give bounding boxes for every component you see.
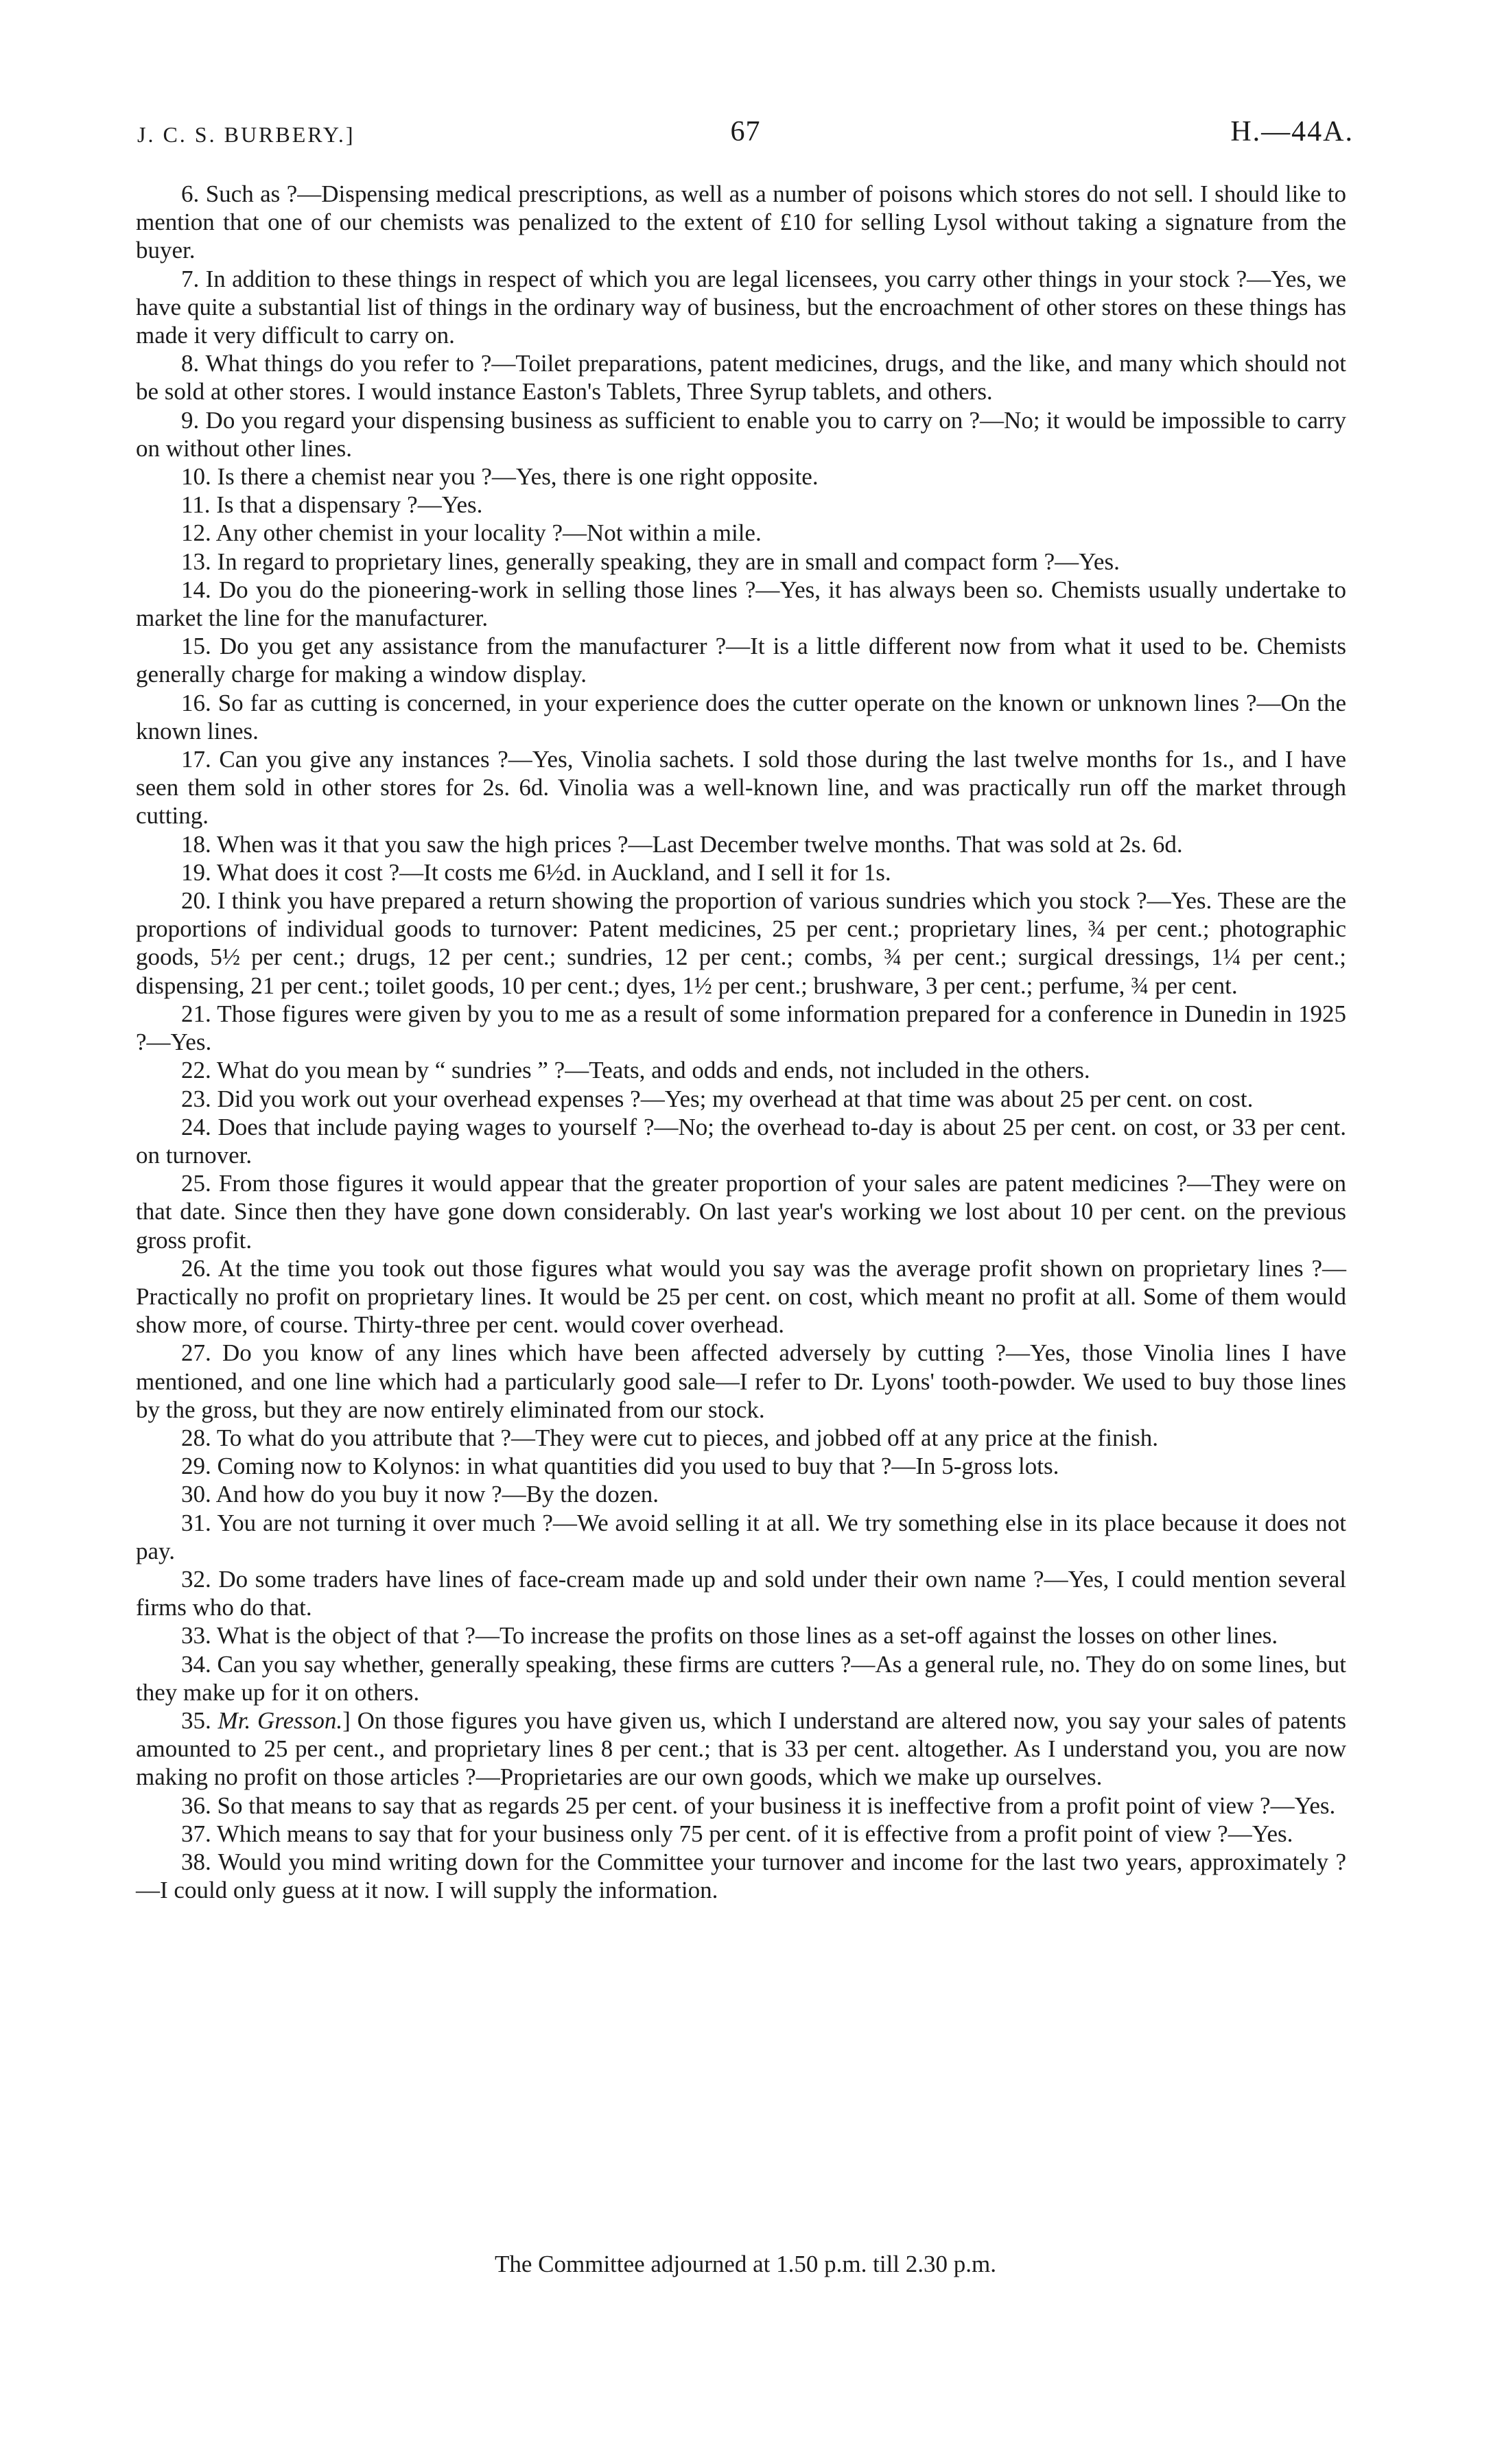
qa-paragraph	[136, 1792, 1346, 1820]
adjournment-note: The Committee adjourned at 1.50 p.m. till 2.30 p.m.	[494, 2251, 996, 2277]
qa-paragraph	[136, 265, 1346, 350]
question-number: 35.	[181, 1706, 211, 1734]
qa-paragraph	[136, 1621, 1346, 1650]
qa-text: When was it that you saw the high prices ?—Last December twelve months. That was sold at 2s. 6d.	[216, 830, 1183, 858]
qa-paragraph	[136, 1650, 1346, 1706]
question-number: 28.	[181, 1424, 211, 1451]
qa-paragraph	[136, 1509, 1346, 1565]
question-number: 27.	[181, 1339, 211, 1367]
qa-text: You are not turning it over much ?—We avoid selling it at all. We try something else in its place because it does not pay.	[136, 1509, 1347, 1564]
qa-text: Do you do the pioneering-work in selling those lines ?—Yes, it has always been so. Chemists usually undertake to market the line for the manufacturer.	[136, 576, 1346, 632]
qa-text: So far as cutting is concerned, in your experience does the cutter operate on the known or unknown lines ?—On the known lines.	[136, 689, 1347, 744]
qa-text: From those figures it would appear that the greater proportion of your sales are patent medicines ?—They were on that date. Since then they have gone down considerably. On last year's working we lost about 10 per cent. on the previous gross profit.	[136, 1170, 1346, 1254]
qa-text: What is the object of that ?—To increase the profits on those lines as a set-off against the losses on other lines.	[216, 1622, 1278, 1650]
qa-text: Do you know of any lines which have been affected adversely by cutting ?—Yes, those Vinolia lines I have mentioned, and one line which had a particularly good sale—I refer to Dr. Lyons' tooth-powder. We used to buy those lines by the gross, but they are now entirely eliminated from our stock.	[136, 1339, 1346, 1423]
question-number: 7.	[181, 265, 200, 292]
qa-text: ] On those figures you have given us, which I understand are altered now, you say your sales of patents amounted to 25 per cent., and proprietary lines 8 per cent.; that is 33 per cent. altogether. As I understand you, you are now making no profit on those articles ?—Proprietaries are our own goods, which we make up ourselves.	[136, 1706, 1346, 1791]
qa-text: Does that include paying wages to yourself ?—No; the overhead to-day is about 25 per cent. on cost, or 33 per cent. on turnover.	[136, 1113, 1346, 1169]
page-header	[137, 110, 1354, 151]
qa-text: In regard to proprietary lines, generally speaking, they are in small and compact form ?—Yes.	[217, 548, 1120, 575]
qa-text: What things do you refer to ?—Toilet preparations, patent medicines, drugs, and the like, and many which should not be sold at other stores. I would instance Easton's Tablets, Three Syrup tablets, and others.	[136, 350, 1346, 406]
qa-paragraph	[136, 689, 1346, 745]
qa-text: To what do you attribute that ?—They were cut to pieces, and jobbed off at any price at the finish.	[216, 1424, 1159, 1451]
qa-paragraph	[136, 830, 1346, 858]
question-number: 9.	[181, 406, 200, 434]
qa-text: In addition to these things in respect of which you are legal licensees, you carry other things in your stock ?—Yes, we have quite a substantial list of things in the ordinary way of business, but the encroachment of other stores on these things has made it very difficult to carry on.	[136, 265, 1346, 349]
qa-paragraph	[136, 406, 1346, 462]
question-number: 20.	[181, 887, 211, 915]
question-number: 14.	[181, 576, 211, 603]
qa-paragraph	[136, 1820, 1346, 1848]
witness-name: J. C. S. BURBERY.]	[137, 122, 355, 147]
qa-paragraph	[136, 1565, 1346, 1621]
question-number: 34.	[181, 1650, 211, 1678]
qa-paragraph	[136, 1085, 1346, 1113]
qa-paragraph	[136, 887, 1346, 1000]
question-number: 38.	[181, 1848, 211, 1875]
question-number: 22.	[181, 1057, 211, 1084]
qa-paragraph	[136, 1452, 1346, 1480]
question-number: 6.	[181, 180, 200, 207]
qa-text: Do some traders have lines of face-cream made up and sold under their own name ?—Yes, I could mention several firms who do that.	[136, 1565, 1346, 1621]
question-number: 36.	[181, 1792, 211, 1819]
qa-paragraph	[136, 576, 1346, 632]
qa-text: Did you work out your overhead expenses ?—Yes; my overhead at that time was about 25 per cent. on cost.	[217, 1085, 1254, 1112]
qa-text: What does it cost ?—It costs me 6½d. in Auckland, and I sell it for 1s.	[216, 858, 891, 886]
question-number: 32.	[181, 1565, 211, 1593]
question-number: 18.	[181, 830, 211, 858]
question-number: 31.	[181, 1509, 211, 1536]
question-number: 24.	[181, 1113, 211, 1140]
qa-text: Is there a chemist near you ?—Yes, there is one right opposite.	[217, 463, 819, 491]
question-number: 30.	[181, 1481, 211, 1508]
question-number: 12.	[181, 519, 211, 547]
qa-text: Would you mind writing down for the Committee your turnover and income for the last two years, approximately ?—I could only guess at it now. I will supply the information.	[136, 1848, 1347, 1904]
qa-paragraph	[136, 462, 1346, 491]
page-number: 67	[730, 116, 761, 148]
speaker-name: Mr. Gresson.	[218, 1706, 343, 1734]
question-number: 23.	[181, 1085, 211, 1112]
question-number: 29.	[181, 1453, 211, 1480]
question-number: 10.	[181, 463, 211, 491]
qa-text: Do you regard your dispensing business as sufficient to enable you to carry on ?—No; it would be impossible to carry on without other lines.	[136, 406, 1347, 462]
question-number: 16.	[181, 689, 211, 716]
qa-paragraph	[136, 349, 1346, 406]
qa-paragraph	[136, 1424, 1346, 1452]
qa-paragraph	[136, 1056, 1346, 1084]
qa-paragraph	[136, 1113, 1346, 1169]
qa-paragraph	[136, 1480, 1346, 1508]
question-number: 15.	[181, 633, 211, 660]
qa-text: Do you get any assistance from the manufacturer ?—It is a little different now from what it used to be. Chemists generally charge for making a window display.	[136, 633, 1347, 688]
question-number: 26.	[181, 1254, 211, 1282]
qa-paragraph	[136, 1000, 1346, 1056]
qa-paragraph	[136, 1169, 1346, 1254]
qa-paragraph	[136, 1848, 1346, 1904]
qa-text: Can you say whether, generally speaking, these firms are cutters ?—As a general rule, no. They do on some lines, but they make up for it on others.	[136, 1650, 1346, 1706]
qa-text: At the time you took out those figures what would you say was the average profit shown on proprietary lines ?—Practically no profit on proprietary lines. It would be 25 per cent. on cost, which meant no profit at all. Some of them would show more, of course. Thirty-three per cent. would cover overhead.	[136, 1254, 1346, 1339]
qa-paragraph	[136, 1706, 1346, 1792]
qa-text: Such as ?—Dispensing medical prescriptions, as well as a number of poisons which stores do not sell. I should like to mention that one of our chemists was penalized to the extent of £10 for selling Lysol without taking a signature from the buyer.	[136, 180, 1347, 264]
qa-paragraph	[136, 1254, 1346, 1339]
qa-paragraph	[136, 491, 1346, 519]
qa-text: And how do you buy it now ?—By the dozen.	[215, 1481, 659, 1508]
qa-text: Those figures were given by you to me as a result of some information prepared for a conference in Dunedin in 1925 ?—Yes.	[136, 1000, 1347, 1056]
qa-text: What do you mean by “ sundries ” ?—Teats, and odds and ends, not included in the others.	[216, 1057, 1090, 1084]
qa-text: Which means to say that for your business only 75 per cent. of it is effective from a profit point of view ?—Yes.	[216, 1820, 1293, 1847]
evidence-body	[136, 180, 1346, 1904]
qa-paragraph	[136, 632, 1346, 688]
qa-paragraph	[136, 519, 1346, 547]
qa-paragraph	[136, 548, 1346, 576]
question-number: 25.	[181, 1170, 211, 1197]
qa-text: I think you have prepared a return showing the proportion of various sundries which you stock ?—Yes. These are the proportions of individual goods to turnover: Patent medicines, 25 per cent.; proprietary lines, ¾ per cent.; photographic goods, 5½ per cent.; drugs, 12 per cent.; sundries, 12 per cent.; combs, ¾ per cent.; surgical dressings, 1¼ per cent.; dispensing, 21 per cent.; toilet goods, 10 per cent.; dyes, 1½ per cent.; brushware, 3 per cent.; perfume, ¾ per cent.	[136, 887, 1346, 999]
qa-paragraph	[136, 180, 1346, 265]
question-number: 8.	[181, 350, 200, 377]
qa-paragraph	[136, 858, 1346, 887]
qa-text: Coming now to Kolynos: in what quantities did you used to buy that ?—In 5-gross lots.	[217, 1453, 1059, 1480]
qa-text: So that means to say that as regards 25 per cent. of your business it is ineffective from a profit point of view ?—Yes.	[217, 1792, 1336, 1819]
question-number: 13.	[181, 548, 211, 575]
qa-text: Is that a dispensary ?—Yes.	[216, 491, 483, 519]
question-number: 37.	[181, 1820, 211, 1847]
question-number: 17.	[181, 746, 211, 773]
question-number: 33.	[181, 1622, 211, 1650]
qa-paragraph	[136, 745, 1346, 830]
qa-text: Can you give any instances ?—Yes, Vinolia sachets. I sold those during the last twelve months for 1s., and I have seen them sold in other stores for 2s. 6d. Vinolia was a well-known line, and was practically run off the market through cutting.	[136, 746, 1347, 830]
qa-text: Any other chemist in your locality ?—Not within a mile.	[215, 519, 762, 547]
document-reference: H.—44A.	[1230, 116, 1354, 148]
question-number: 19.	[181, 858, 211, 886]
question-number: 11.	[181, 491, 211, 519]
question-number: 21.	[181, 1000, 211, 1027]
qa-paragraph	[136, 1339, 1346, 1424]
